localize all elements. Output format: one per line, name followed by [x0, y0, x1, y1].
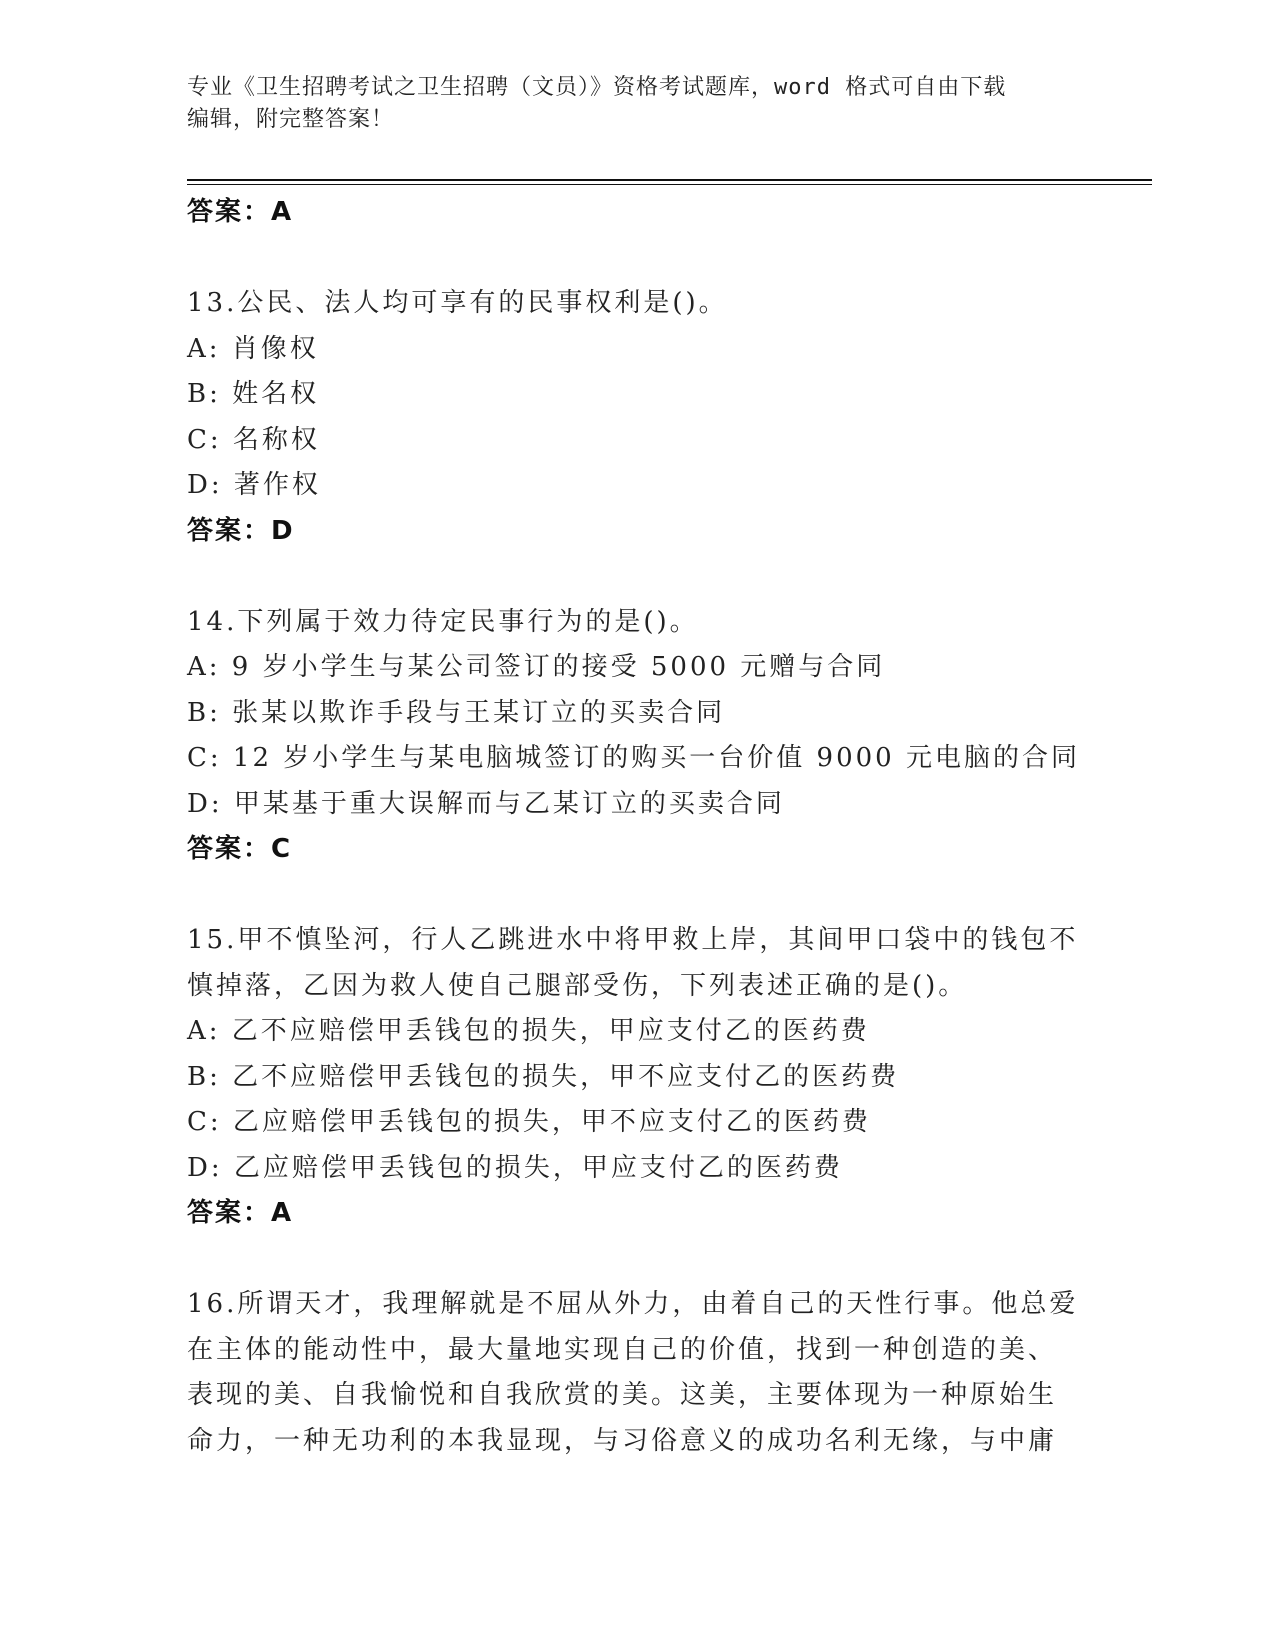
answer-line: 答案：D [187, 515, 295, 546]
document-body [187, 190, 1087, 1464]
question-14 [187, 600, 1080, 873]
header-line-1: 专业《卫生招聘考试之卫生招聘（文员）》资格考试题库，word 格式可自由下载 [187, 75, 1007, 100]
option-c: C: 名称权 [187, 424, 320, 455]
option-b: B: 姓名权 [187, 379, 320, 409]
question-stem-line-4: 命力，一种无功利的本我显现，与习俗意义的成功名利无缘，与中庸 [187, 1425, 1058, 1456]
option-b: B: 张某以欺诈手段与王某订立的买卖合同 [187, 697, 726, 728]
spacer [187, 873, 1087, 919]
option-b: B: 乙不应赔偿甲丢钱包的损失，甲不应支付乙的医药费 [187, 1061, 900, 1092]
option-d: D: 著作权 [187, 470, 321, 500]
option-c: C: 12 岁小学生与某电脑城签订的购买一台价值 9000 元电脑的合同 [187, 743, 1080, 773]
answer-line: 答案：C [187, 834, 293, 864]
spacer [187, 554, 1087, 600]
question-stem-line-2: 慎掉落，乙因为救人使自己腿部受伤，下列表述正确的是()。 [187, 970, 968, 1001]
answer-line: 答案：A [187, 1198, 294, 1228]
question-13 [187, 281, 1067, 554]
question-stem-line-3: 表现的美、自我愉悦和自我欣赏的美。这美，主要体现为一种原始生 [187, 1380, 1058, 1410]
question-stem: 14.下列属于效力待定民事行为的是()。 [187, 606, 699, 637]
answer-line: 答案：A [187, 197, 294, 227]
header-divider-thin [187, 184, 1152, 185]
question-16 [187, 1282, 1079, 1464]
question-stem-line-1: 15.甲不慎坠河，行人乙跳进水中将甲救上岸，其间甲口袋中的钱包不 [187, 925, 1079, 955]
option-d: D: 甲某基于重大误解而与乙某订立的买卖合同 [187, 788, 785, 819]
option-a: A: 乙不应赔偿甲丢钱包的损失，甲应支付乙的医药费 [187, 1016, 870, 1046]
option-d: D: 乙应赔偿甲丢钱包的损失，甲应支付乙的医药费 [187, 1152, 843, 1183]
spacer [187, 1237, 1087, 1283]
option-a: A: 肖像权 [187, 333, 319, 364]
question-stem: 13.公民、法人均可享有的民事权利是()。 [187, 288, 728, 318]
question-stem-line-1: 16.所谓天才，我理解就是不屈从外力，由着自己的天性行事。他总爱 [187, 1289, 1079, 1319]
question-15 [187, 918, 1079, 1237]
header-divider-thick [187, 179, 1152, 181]
option-c: C: 乙应赔偿甲丢钱包的损失，甲不应支付乙的医药费 [187, 1107, 871, 1137]
document-header [187, 72, 1087, 136]
header-line-2: 编辑，附完整答案！ [187, 107, 395, 132]
spacer [187, 236, 1087, 282]
question-stem-line-2: 在主体的能动性中，最大量地实现自己的价值，找到一种创造的美、 [187, 1334, 1058, 1365]
option-a: A: 9 岁小学生与某公司签订的接受 5000 元赠与合同 [187, 652, 886, 682]
